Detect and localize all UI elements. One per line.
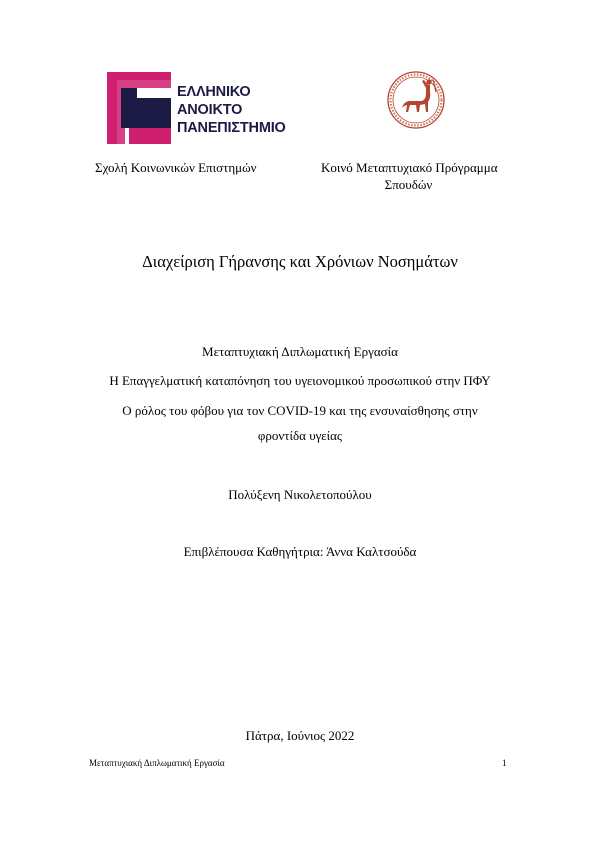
thesis-subtitle-line-2: Ο ρόλος του φόβου για τον COVID-19 και της ενσυναίσθησης στην — [122, 403, 478, 418]
university-seal-icon — [386, 68, 446, 132]
eap-logo-line-3: ΠΑΝΕΠΙΣΤΗΜΙΟ — [177, 120, 286, 136]
university-seal — [386, 68, 446, 132]
eap-logo-line-2: ΑΝΟΙΚΤΟ — [177, 102, 243, 118]
eap-logo — [107, 72, 293, 144]
program-name-line-2: Σπουδών — [384, 177, 433, 192]
program-name-line-1: Κοινό Μεταπτυχιακό Πρόγραμμα — [321, 160, 498, 175]
page-number: 1 — [502, 758, 507, 768]
eap-logo-mark-icon — [107, 72, 171, 144]
footer-text: Μεταπτυχιακή Διπλωματική Εργασία — [89, 758, 225, 768]
author-name: Πολύξενη Νικολετοπούλου — [228, 487, 372, 502]
school-name: Σχολή Κοινωνικών Επιστημών — [95, 160, 257, 175]
thesis-subtitle-line-1: Η Επαγγελματική καταπόνηση του υγειονομικού προσωπικού στην ΠΦΥ — [109, 373, 491, 388]
eap-logo-line-1: ΕΛΛΗΝΙΚΟ — [177, 84, 251, 100]
thesis-type: Μεταπτυχιακή Διπλωματική Εργασία — [202, 344, 398, 359]
thesis-subtitle-line-3: φροντίδα υγείας — [257, 428, 343, 443]
supervisor-name: Επιβλέπουσα Καθηγήτρια: Άννα Καλτσούδα — [183, 544, 417, 559]
place-date: Πάτρα, Ιούνιος 2022 — [245, 728, 355, 743]
page-title: Διαχείριση Γήρανσης και Χρόνιων Νοσημάτων — [142, 252, 458, 271]
